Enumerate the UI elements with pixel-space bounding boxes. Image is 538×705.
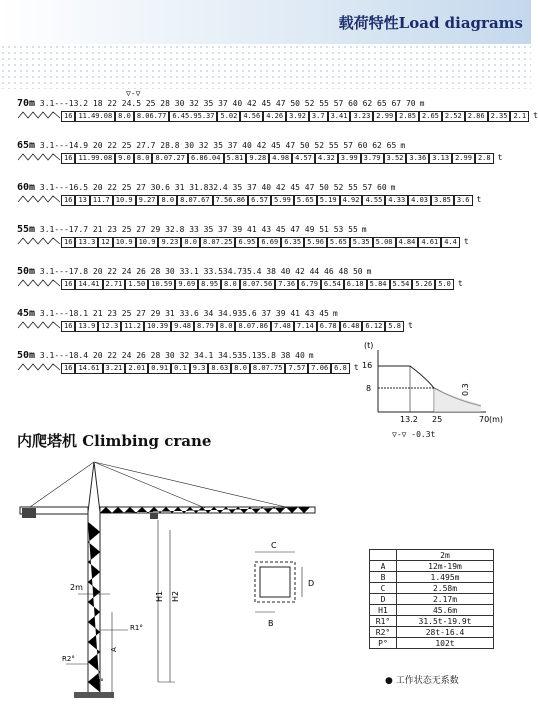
load-cell: 2.65: [419, 111, 442, 122]
note: ● 工作状态无系数: [385, 676, 459, 686]
load-cell: 4.92: [340, 195, 363, 206]
jib-length: 50m: [17, 266, 36, 277]
load-cell: 0.1: [171, 363, 190, 374]
load-cell: 8.79: [194, 321, 217, 332]
load-cell: 2.99: [373, 111, 396, 122]
spec-value: 2.58m: [397, 583, 494, 594]
load-cell: 3.13: [429, 153, 452, 164]
load-cell: 16: [61, 363, 75, 374]
load-cell: 2.01: [125, 363, 148, 374]
load-cell: 5.35: [350, 237, 373, 248]
jib-icon: [17, 279, 61, 287]
spec-header: 2m: [397, 550, 494, 561]
r1-label: R1°: [130, 624, 143, 632]
jib-icon: [17, 195, 61, 203]
lifting-symbol-top: ▽-▽: [126, 89, 141, 98]
load-cell: 11.99.08: [75, 153, 115, 164]
load-cell: 1.50: [125, 279, 148, 290]
page-title: 载荷特性Load diagrams: [338, 14, 523, 32]
graph-x-tick-70: 70: [479, 415, 490, 424]
spec-row: [370, 572, 494, 583]
load-cell: 8.0: [181, 237, 200, 248]
load-cell: 6.35: [281, 237, 304, 248]
load-cell: 6.95: [235, 237, 258, 248]
load-cell: 4.4: [441, 237, 460, 248]
load-cell: 2.85: [396, 111, 419, 122]
load-cell: 8.07.56: [240, 279, 276, 290]
load-cell: 10.9: [136, 237, 159, 248]
load-cell: 6.86.04: [188, 153, 224, 164]
load-cell: 4.57: [292, 153, 315, 164]
spec-row: [370, 583, 494, 594]
load-row: [17, 308, 413, 330]
load-cell: 6.78: [317, 321, 340, 332]
load-cell: 5.08: [373, 237, 396, 248]
load-cell: 10.59: [148, 279, 175, 290]
load-cell: 8.07.25: [200, 237, 236, 248]
radius-values: 3.1---16.5 20 22 25 27 30.6 31 31.832.4 35 37 40 42 45 47 50 52 55 57 60: [39, 183, 387, 192]
spec-key: P°: [370, 638, 397, 649]
load-cell: 16: [61, 111, 75, 122]
spec-row: [370, 561, 494, 572]
spec-value: 12m-19m: [397, 561, 494, 572]
b-label: B: [268, 619, 274, 628]
load-cell: 4.33: [385, 195, 408, 206]
load-cell: 5.65: [294, 195, 317, 206]
spec-table: [369, 549, 494, 649]
radius-values: 3.1---17.8 20 22 24 26 28 30 33.1 33.534.735.4 38 40 42 44 46 48 50: [39, 267, 363, 276]
jib-icon: [17, 237, 61, 245]
jib-icon: [17, 321, 61, 329]
radius-line: [17, 99, 424, 108]
load-unit: t: [463, 237, 469, 246]
load-unit: t: [407, 321, 413, 330]
graph-x-tick-25: 25: [432, 415, 443, 424]
load-cell: 5.54: [390, 279, 413, 290]
load-cell: 8.07.75: [250, 363, 286, 374]
load-cell: 10.9: [113, 195, 136, 206]
climbing-crane-drawing: [0, 452, 360, 705]
jib-length: 60m: [17, 182, 36, 193]
load-cell: 6.12: [362, 321, 385, 332]
graph-y-unit: (t): [364, 341, 374, 350]
load-cell: 3.6: [454, 195, 473, 206]
load-cell: 5.19: [317, 195, 340, 206]
load-cell: 4.84: [396, 237, 419, 248]
load-cell: 3.52: [384, 153, 407, 164]
load-row: [17, 182, 482, 204]
radius-line: [17, 141, 405, 150]
load-cell: 4.03: [408, 195, 431, 206]
radius-values: 3.1---14.9 20 22 25 27.7 28.8 30 32 35 37 40 42 45 47 50 52 55 57 60 62 65: [39, 141, 397, 150]
load-cell: 6.69: [258, 237, 281, 248]
graph-x-unit: (m): [489, 415, 504, 424]
load-cell: 3.36: [406, 153, 429, 164]
spec-row: [370, 616, 494, 627]
radius-unit: m: [390, 183, 396, 192]
load-cell: 5.81: [224, 153, 247, 164]
spec-row: [370, 605, 494, 616]
spec-value: 2.17m: [397, 594, 494, 605]
radius-values: 3.1---18.1 21 23 25 27 29 31 33.6 34 34.935.6 37 39 41 43 45: [39, 309, 329, 318]
load-cell: 5.96: [304, 237, 327, 248]
load-values: [17, 111, 538, 122]
load-cell: 9.28: [246, 153, 269, 164]
load-cell: 8.0: [217, 321, 236, 332]
r2-label: R2°: [62, 655, 75, 663]
load-cell: 8.07.67: [177, 195, 213, 206]
load-cell: 3.23: [350, 111, 373, 122]
load-cell: 11.2: [121, 321, 144, 332]
load-cell: 9.0: [115, 153, 134, 164]
load-cell: 16: [61, 321, 75, 332]
load-cell: 7.56.86: [213, 195, 249, 206]
load-cell: 6.45.95.37: [169, 111, 217, 122]
load-cell: 10.9: [113, 237, 136, 248]
spec-row: [370, 638, 494, 649]
load-cell: 8.0: [221, 279, 240, 290]
load-cell: 9.48: [171, 321, 194, 332]
load-cell: 14.61: [75, 363, 102, 374]
load-cell: 9.69: [175, 279, 198, 290]
note-text: 工作状态无系数: [395, 676, 459, 686]
spec-header-key: [370, 550, 397, 561]
load-cell: 14.41: [75, 279, 102, 290]
p-label: P°: [96, 678, 104, 686]
radius-unit: m: [308, 351, 314, 360]
spec-value: 102t: [397, 638, 494, 649]
load-curve-graph: [353, 340, 506, 430]
load-cell: 0.91: [148, 363, 171, 374]
spec-key: B: [370, 572, 397, 583]
load-cell: 5.0: [435, 279, 454, 290]
load-cell: 16: [61, 237, 75, 248]
load-cell: 16: [61, 153, 75, 164]
spec-key: D: [370, 594, 397, 605]
spec-value: 31.5t-19.9t: [397, 616, 494, 627]
spec-value: 1.495m: [397, 572, 494, 583]
load-cell: 4.32: [315, 153, 338, 164]
jib-length: 65m: [17, 140, 36, 151]
load-cell: 8.0: [134, 153, 153, 164]
load-cell: 8.06.77: [134, 111, 170, 122]
load-cell: 11.49.08: [75, 111, 115, 122]
load-cell: 2.8: [475, 153, 494, 164]
radius-unit: m: [400, 141, 406, 150]
load-cell: 4.26: [263, 111, 286, 122]
load-unit: t: [353, 363, 359, 372]
load-cell: 11.7: [90, 195, 113, 206]
load-values: [17, 153, 502, 164]
load-cell: 3.79: [361, 153, 384, 164]
radius-line: [17, 183, 396, 192]
load-cell: 8.0: [158, 195, 177, 206]
radius-line: [17, 225, 367, 234]
load-cell: 6.18: [344, 279, 367, 290]
load-cell: 12.3: [98, 321, 121, 332]
graph-annotation: 0.3: [461, 383, 470, 396]
graph-x-tick-13: 13.2: [400, 415, 418, 424]
h2-label: H2: [171, 590, 180, 602]
radius-unit: m: [361, 225, 367, 234]
deduction-legend: ▽-▽ -0.3t: [392, 430, 436, 439]
load-cell: 9.27: [136, 195, 159, 206]
load-cell: 16: [61, 195, 75, 206]
radius-line: [17, 309, 338, 318]
radius-line: [17, 267, 371, 276]
radius-values: 3.1---13.2 18 22 24.5 25 28 30 32 35 37 40 42 45 47 50 52 55 57 60 62 65 67 70: [39, 99, 416, 108]
spec-row: [370, 627, 494, 638]
dot-pattern: [0, 44, 531, 89]
spec-key: H1: [370, 605, 397, 616]
load-cell: 8.63: [208, 363, 231, 374]
load-row: [17, 266, 463, 288]
jib-icon: [17, 153, 61, 161]
load-cell: 7.36: [275, 279, 298, 290]
load-cell: 7.06: [308, 363, 331, 374]
load-cell: 7.48: [271, 321, 294, 332]
load-cell: 6.79: [298, 279, 321, 290]
load-cell: 8.0: [115, 111, 134, 122]
load-values: [17, 237, 469, 248]
load-row: [17, 350, 359, 372]
load-cell: 9.3: [190, 363, 209, 374]
radius-unit: m: [332, 309, 338, 318]
load-cell: 8.07.27: [152, 153, 188, 164]
load-cell: 8.0: [231, 363, 250, 374]
load-cell: 5.65: [327, 237, 350, 248]
spec-value: 28t-16.4: [397, 627, 494, 638]
load-cell: 9.23: [158, 237, 181, 248]
load-cell: 12: [98, 237, 112, 248]
radius-line: [17, 351, 314, 360]
spec-row: [370, 594, 494, 605]
load-unit: t: [476, 195, 482, 204]
two-m-label: 2m: [70, 583, 83, 592]
load-values: [17, 195, 481, 206]
jib-length: 50m: [17, 350, 36, 361]
load-cell: 4.55: [362, 195, 385, 206]
load-cell: 5.99: [271, 195, 294, 206]
load-cell: 3.21: [103, 363, 126, 374]
load-cell: 3.41: [328, 111, 351, 122]
load-row: [17, 140, 503, 162]
spec-key: A: [370, 561, 397, 572]
jib-length: 45m: [17, 308, 36, 319]
load-cell: 7.57: [285, 363, 308, 374]
jib-icon: [17, 111, 61, 119]
load-cell: 3.85: [431, 195, 454, 206]
jib-length: 55m: [17, 224, 36, 235]
load-cell: 5.02: [217, 111, 240, 122]
load-cell: 5.26: [412, 279, 435, 290]
d-label: D: [308, 579, 315, 588]
load-cell: 4.98: [269, 153, 292, 164]
load-values: [17, 279, 463, 290]
load-cell: 2.86: [465, 111, 488, 122]
load-cell: 6.8: [331, 363, 350, 374]
load-values: [17, 321, 413, 332]
load-cell: 3.92: [286, 111, 309, 122]
load-cell: 2.35: [488, 111, 511, 122]
radius-unit: m: [419, 99, 425, 108]
jib-length: 70m: [17, 98, 36, 109]
load-cell: 5.8: [385, 321, 404, 332]
load-cell: 2.99: [452, 153, 475, 164]
load-row: [17, 98, 538, 120]
radius-values: 3.1---18.4 20 22 24 26 28 30 32 34.1 34.535.135.8 38 40: [39, 351, 305, 360]
spec-key: C: [370, 583, 397, 594]
load-cell: 8.07.86: [235, 321, 271, 332]
spec-value: 45.6m: [397, 605, 494, 616]
graph-y-tick-16: 16: [362, 361, 373, 370]
spec-key: R2°: [370, 627, 397, 638]
load-cell: 13: [75, 195, 89, 206]
load-cell: 2.1: [510, 111, 529, 122]
load-cell: 6.57: [248, 195, 271, 206]
load-cell: 10.39: [144, 321, 171, 332]
load-cell: 13.9: [75, 321, 98, 332]
c-label: C: [271, 541, 277, 550]
load-cell: 7.14: [294, 321, 317, 332]
load-cell: 4.56: [240, 111, 263, 122]
a-label: A: [110, 647, 118, 652]
load-unit: t: [497, 153, 503, 162]
load-cell: 8.95: [198, 279, 221, 290]
load-unit: t: [457, 279, 463, 288]
load-unit: t: [533, 111, 538, 120]
jib-icon: [17, 363, 61, 371]
load-values: [17, 363, 359, 374]
graph-y-tick-8: 8: [366, 384, 372, 393]
climbing-crane-title: 内爬塔机 Climbing crane: [17, 432, 212, 450]
load-row: [17, 224, 469, 246]
load-cell: 3.7: [309, 111, 328, 122]
load-cell: 2.52: [442, 111, 465, 122]
load-cell: 4.61: [418, 237, 441, 248]
radius-values: 3.1---17.7 21 23 25 27 29 32.8 33 35 37 39 41 43 45 47 49 51 53 55: [39, 225, 358, 234]
load-cell: 13.3: [75, 237, 98, 248]
h1-label: H1: [155, 590, 164, 602]
load-cell: 2.71: [103, 279, 126, 290]
load-cell: 6.54: [321, 279, 344, 290]
load-cell: 3.99: [338, 153, 361, 164]
radius-unit: m: [366, 267, 372, 276]
spec-key: R1°: [370, 616, 397, 627]
load-cell: 5.84: [367, 279, 390, 290]
load-cell: 6.48: [340, 321, 363, 332]
load-cell: 16: [61, 279, 75, 290]
